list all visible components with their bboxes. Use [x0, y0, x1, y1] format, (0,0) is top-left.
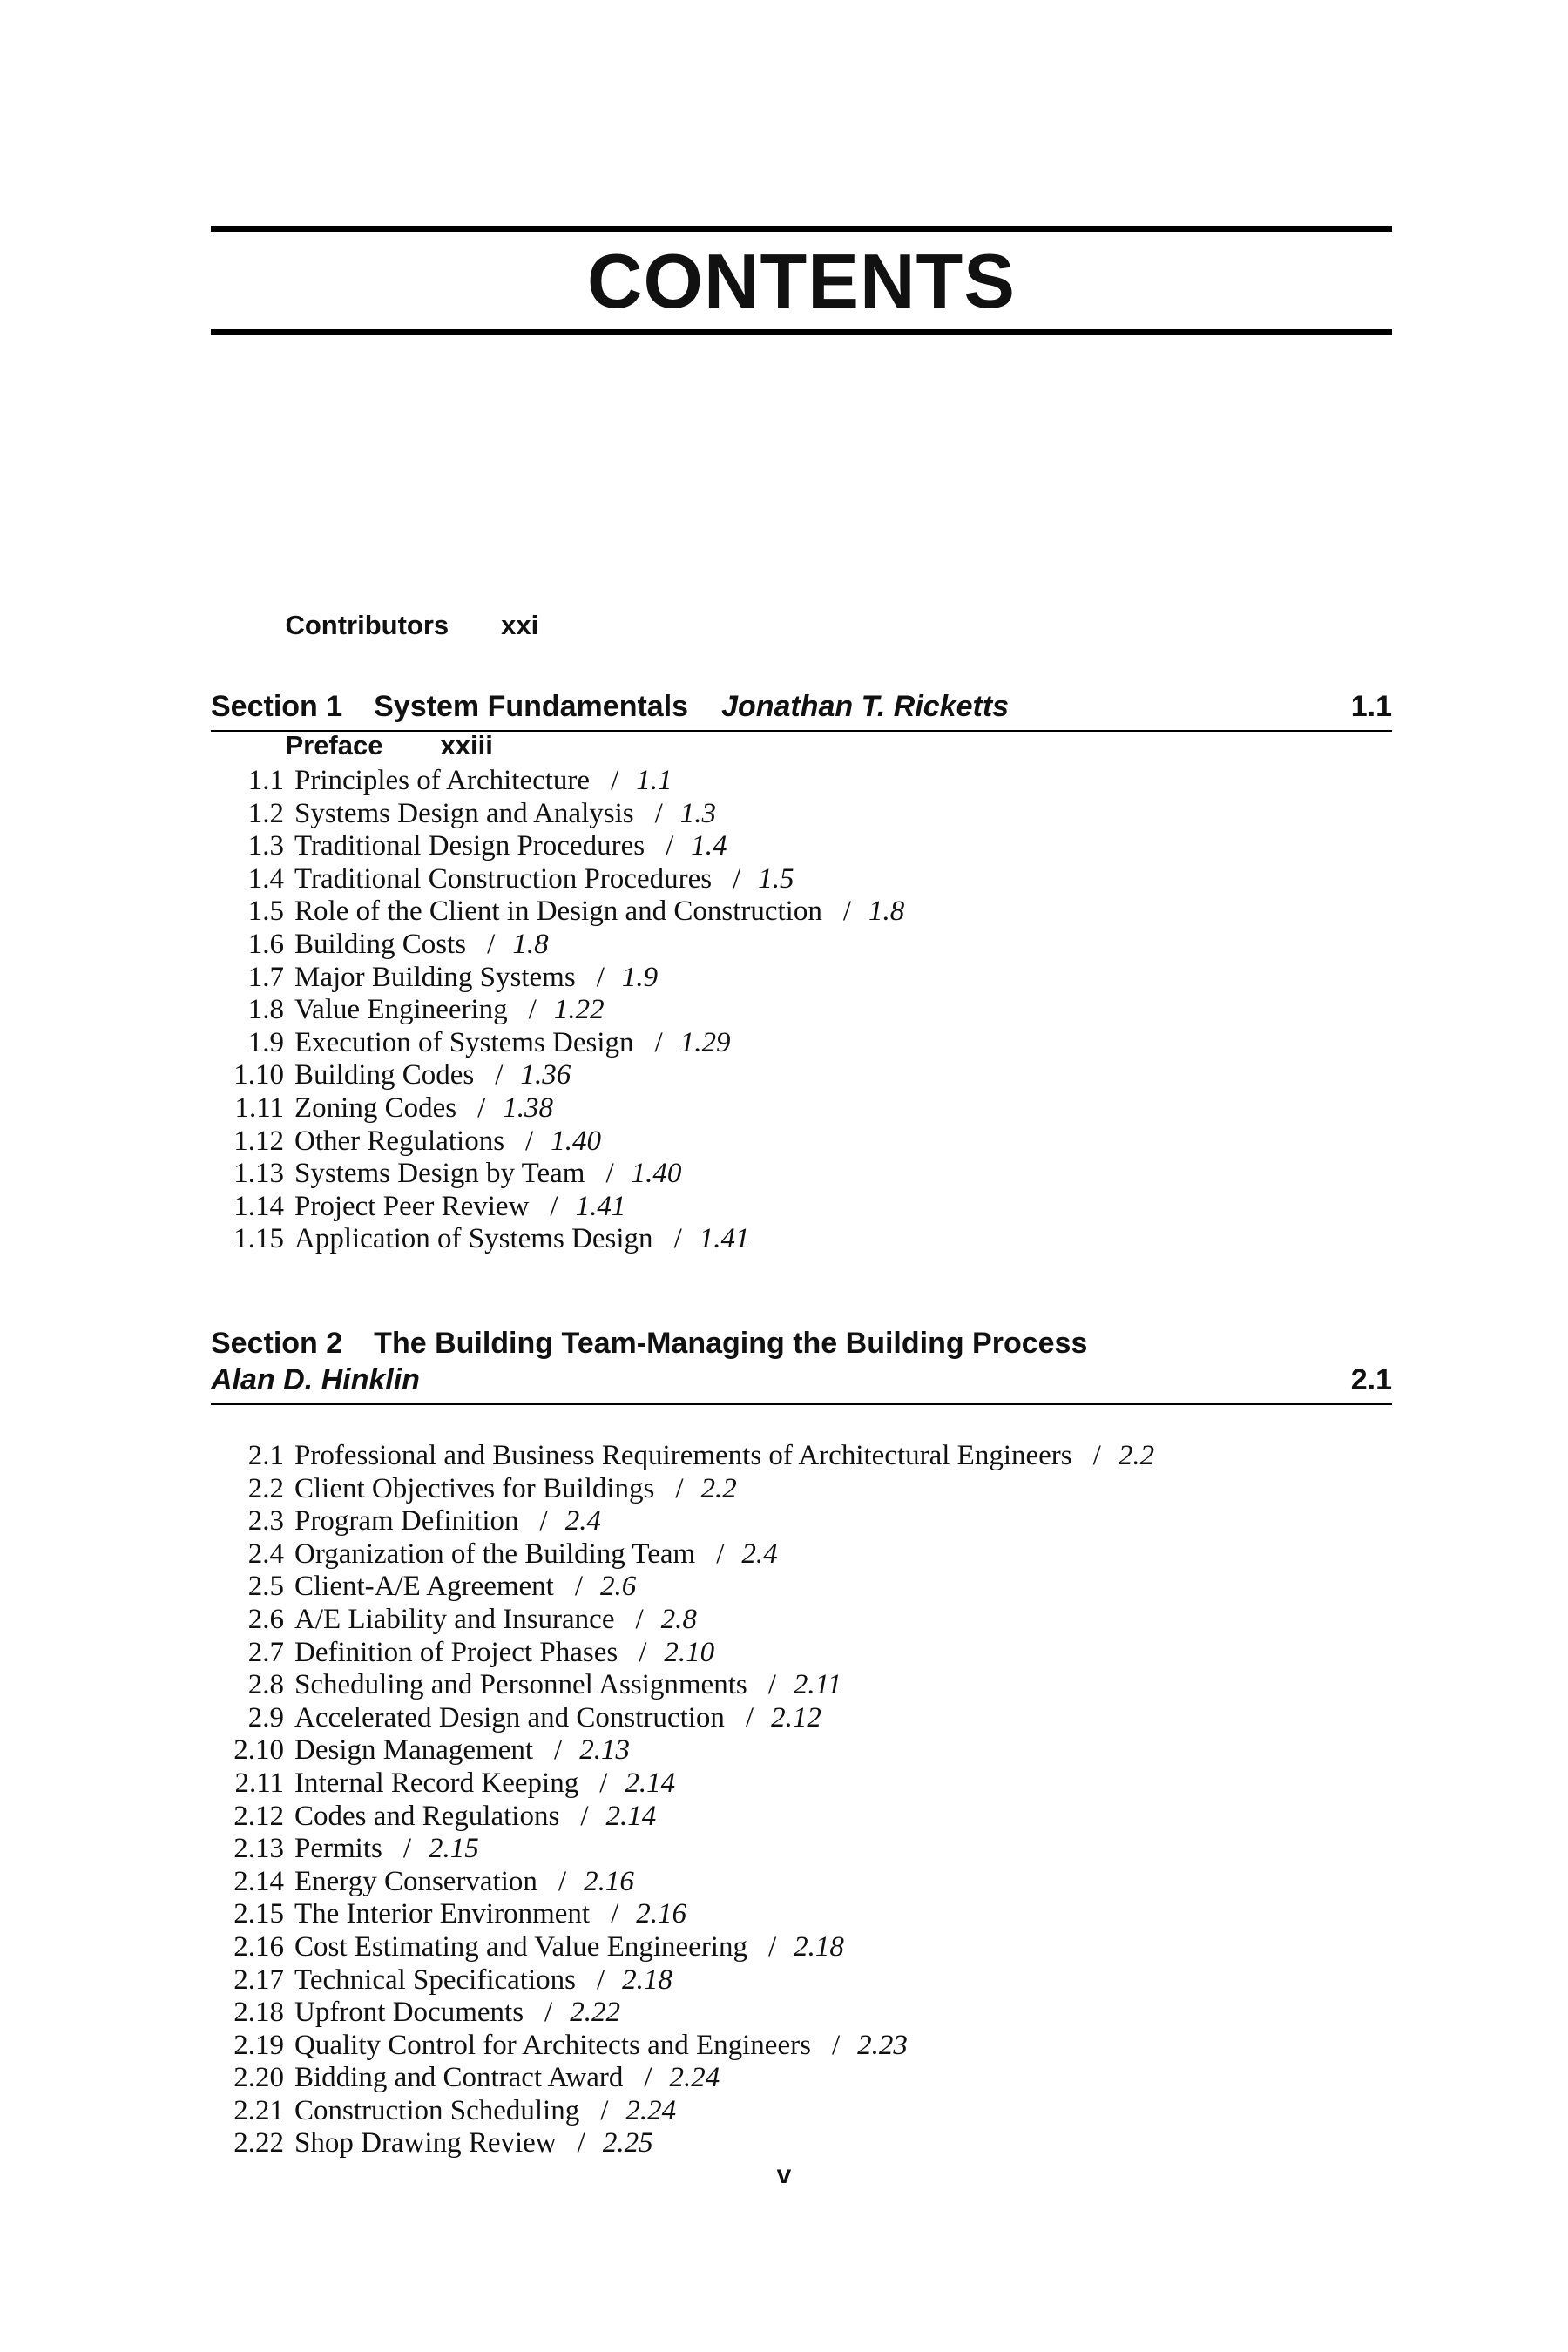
- entry-separator: /: [745, 1701, 754, 1734]
- entry-title: Project Peer Review: [294, 1190, 530, 1222]
- entry-title: Codes and Regulations: [294, 1800, 560, 1832]
- page-title: CONTENTS: [587, 238, 1016, 324]
- entry-separator: /: [525, 1125, 534, 1157]
- entry-page: 2.4: [741, 1538, 778, 1570]
- entry-separator: /: [611, 765, 619, 796]
- entry-title: Systems Design and Analysis: [294, 797, 634, 829]
- entry-title: Zoning Codes: [294, 1092, 457, 1124]
- entry-number: 2.6: [247, 1603, 284, 1635]
- toc-entry[interactable]: [211, 1931, 1154, 1964]
- toc-entry[interactable]: [211, 896, 904, 929]
- entry-number: 1.2: [247, 797, 284, 829]
- front-matter-label: Preface: [285, 730, 383, 760]
- entry-number: 2.1: [247, 1440, 284, 1471]
- entry-separator: /: [842, 896, 852, 928]
- toc-entry[interactable]: [211, 1158, 904, 1191]
- entry-title: Execution of Systems Design: [294, 1026, 634, 1058]
- entry-separator: /: [644, 2062, 652, 2094]
- entry-number: 1.15: [233, 1223, 284, 1255]
- entry-page: 1.8: [868, 896, 905, 928]
- toc-entry[interactable]: [211, 1092, 904, 1125]
- section-1-entries: [211, 765, 904, 1256]
- entry-number: 1.13: [233, 1158, 284, 1190]
- toc-entry[interactable]: [211, 1027, 904, 1060]
- entry-separator: /: [596, 961, 605, 993]
- entry-number: 2.15: [233, 1898, 284, 1930]
- entry-page: 2.12: [771, 1701, 821, 1734]
- front-matter-label: Contributors: [285, 610, 449, 640]
- entry-page: 1.4: [691, 830, 727, 862]
- entry-title: Building Codes: [294, 1059, 475, 1092]
- entry-number: 2.22: [233, 2127, 284, 2159]
- title-rule-top: [211, 226, 1392, 232]
- entry-page: 2.14: [605, 1800, 657, 1832]
- entry-separator: /: [596, 1963, 605, 1996]
- entry-separator: /: [666, 830, 674, 862]
- entry-separator: /: [402, 1833, 412, 1865]
- entry-separator: /: [767, 1930, 777, 1963]
- entry-separator: /: [577, 2127, 585, 2159]
- entry-number: 2.8: [247, 1669, 284, 1701]
- entry-number: 1.7: [247, 961, 284, 993]
- entry-number: 2.10: [233, 1734, 284, 1767]
- entry-separator: /: [599, 1767, 608, 1799]
- toc-entry[interactable]: [211, 1801, 1154, 1834]
- entry-number: 1.5: [247, 896, 284, 928]
- entry-page: 2.6: [600, 1571, 637, 1603]
- entry-title: Technical Specifications: [294, 1963, 576, 1996]
- toc-entry[interactable]: [211, 1833, 1154, 1866]
- entry-title: Shop Drawing Review: [294, 2127, 557, 2159]
- entry-number: 1.1: [247, 765, 284, 796]
- entry-number: 1.8: [247, 994, 284, 1026]
- entry-separator: /: [477, 1092, 486, 1124]
- entry-title: Traditional Design Procedures: [294, 830, 645, 862]
- entry-page: 1.41: [575, 1190, 626, 1222]
- toc-entry[interactable]: [211, 929, 904, 962]
- entry-number: 2.12: [233, 1800, 284, 1832]
- entry-page: 1.38: [503, 1092, 553, 1124]
- entry-number: 1.10: [233, 1059, 284, 1092]
- entry-separator: /: [673, 1223, 682, 1255]
- entry-title: Client Objectives for Buildings: [294, 1472, 655, 1504]
- entry-number: 1.11: [234, 1092, 284, 1124]
- entry-separator: /: [639, 1636, 647, 1668]
- entry-number: 2.21: [233, 2094, 284, 2126]
- toc-entry[interactable]: [211, 1059, 904, 1092]
- entry-page: 1.9: [621, 961, 659, 993]
- toc-entry[interactable]: [211, 1964, 1154, 1997]
- title-rule-bottom: [211, 329, 1392, 335]
- entry-title: Organization of the Building Team: [294, 1538, 696, 1570]
- toc-entry[interactable]: [211, 2127, 1154, 2160]
- entry-separator: /: [495, 1059, 504, 1092]
- toc-entry[interactable]: [211, 2062, 1154, 2095]
- entry-number: 2.7: [247, 1636, 284, 1668]
- entry-page: 2.18: [794, 1930, 844, 1963]
- front-matter-page: xxiii: [440, 730, 493, 760]
- entry-number: 2.13: [233, 1833, 284, 1865]
- entry-page: 1.29: [679, 1026, 731, 1058]
- entry-number: 1.4: [247, 862, 284, 895]
- entry-title: Accelerated Design and Construction: [294, 1701, 725, 1734]
- entry-title: Energy Conservation: [294, 1865, 537, 1897]
- entry-separator: /: [574, 1571, 584, 1603]
- entry-page: 2.14: [625, 1767, 676, 1799]
- entry-separator: /: [654, 797, 663, 829]
- toc-entry[interactable]: [211, 765, 904, 798]
- section-page: 1.1: [1350, 690, 1392, 723]
- entry-separator: /: [767, 1669, 776, 1701]
- toc-entry[interactable]: [211, 1866, 1154, 1899]
- entry-separator: /: [550, 1190, 558, 1222]
- entry-page: 1.22: [553, 994, 605, 1026]
- entry-number: 1.3: [247, 830, 284, 862]
- entry-number: 1.12: [233, 1125, 284, 1157]
- entry-title: Design Management: [294, 1734, 534, 1767]
- entry-title: Building Costs: [294, 928, 467, 960]
- toc-entry[interactable]: [211, 1473, 1154, 1506]
- entry-number: 2.18: [233, 1997, 284, 2029]
- entry-title: Internal Record Keeping: [294, 1767, 579, 1799]
- entry-separator: /: [611, 1898, 619, 1930]
- page-folio: v: [776, 2160, 792, 2189]
- toc-entry[interactable]: [211, 798, 904, 831]
- toc-entry[interactable]: [211, 1669, 1154, 1702]
- entry-number: 2.11: [234, 1767, 284, 1799]
- entry-page: 2.16: [636, 1898, 686, 1930]
- entry-page: 1.41: [699, 1223, 750, 1255]
- toc-entry[interactable]: [211, 830, 904, 863]
- toc-entry[interactable]: [211, 1702, 1154, 1735]
- toc-entry[interactable]: [211, 962, 904, 995]
- entry-number: 2.20: [233, 2062, 284, 2094]
- toc-entry[interactable]: [211, 1734, 1154, 1767]
- entry-separator: /: [1092, 1440, 1101, 1471]
- entry-page: 2.25: [602, 2127, 653, 2159]
- entry-page: 2.10: [664, 1636, 715, 1668]
- section-title: System Fundamentals: [374, 690, 689, 723]
- entry-number: 1.9: [247, 1026, 284, 1058]
- toc-entry[interactable]: [211, 863, 904, 896]
- entry-title: Client-A/E Agreement: [294, 1571, 554, 1603]
- entry-separator: /: [600, 2094, 609, 2126]
- entry-title: A/E Liability and Insurance: [294, 1603, 615, 1635]
- entry-page: 1.1: [636, 765, 672, 796]
- entry-page: 1.5: [758, 862, 794, 895]
- entry-page: 2.2: [700, 1472, 737, 1504]
- entry-separator: /: [544, 1997, 553, 2029]
- entry-separator: /: [605, 1158, 614, 1190]
- entry-title: Systems Design by Team: [294, 1158, 585, 1190]
- entry-page: 2.11: [793, 1669, 842, 1701]
- section-page: 2.1: [1350, 1363, 1392, 1396]
- section-title: The Building Team-Managing the Building Process: [374, 1327, 1088, 1360]
- entry-title: Upfront Documents: [294, 1997, 524, 2029]
- section-1-heading[interactable]: [211, 688, 1392, 732]
- entry-page: 2.24: [669, 2062, 720, 2094]
- section-2-heading[interactable]: [211, 1325, 1392, 1405]
- toc-entry[interactable]: [211, 1637, 1154, 1670]
- entry-page: 2.16: [584, 1865, 634, 1897]
- entry-number: 2.19: [233, 2029, 284, 2061]
- entry-separator: /: [831, 2029, 841, 2061]
- entry-page: 2.22: [570, 1997, 620, 2029]
- entry-title: The Interior Environment: [294, 1898, 591, 1930]
- section-2-entries: [211, 1440, 1154, 2160]
- entry-page: 2.18: [622, 1963, 672, 1996]
- entry-number: 1.6: [247, 928, 284, 960]
- toc-entry[interactable]: [211, 1538, 1154, 1571]
- entry-title: Professional and Business Requirements of Architectural Engineers: [294, 1440, 1072, 1471]
- toc-entry[interactable]: [211, 1223, 904, 1256]
- toc-entry[interactable]: [211, 1767, 1154, 1801]
- entry-page: 2.24: [625, 2094, 677, 2126]
- entry-title: Role of the Client in Design and Construction: [294, 896, 822, 928]
- entry-number: 2.14: [233, 1865, 284, 1897]
- entry-page: 1.40: [631, 1158, 682, 1190]
- entry-title: Construction Scheduling: [294, 2094, 580, 2126]
- toc-entry[interactable]: [211, 1125, 904, 1159]
- entry-title: Traditional Construction Procedures: [294, 862, 713, 895]
- entry-separator: /: [558, 1865, 567, 1897]
- entry-title: Major Building Systems: [294, 961, 576, 993]
- section-number: Section 2: [211, 1327, 343, 1360]
- entry-title: Bidding and Contract Award: [294, 2062, 624, 2094]
- entry-separator: /: [528, 994, 537, 1026]
- entry-title: Principles of Architecture: [294, 765, 591, 796]
- toc-entry[interactable]: [211, 1604, 1154, 1637]
- toc-entry[interactable]: [211, 2095, 1154, 2128]
- entry-separator: /: [716, 1538, 725, 1570]
- entry-number: 2.3: [247, 1505, 284, 1538]
- toc-entry[interactable]: [211, 2030, 1154, 2063]
- entry-title: Scheduling and Personnel Assignments: [294, 1669, 747, 1701]
- entry-page: 2.15: [429, 1833, 479, 1865]
- entry-separator: /: [580, 1800, 589, 1832]
- entry-page: 1.40: [551, 1125, 601, 1157]
- entry-page: 1.8: [512, 928, 549, 960]
- entry-separator: /: [487, 928, 496, 960]
- entry-separator: /: [539, 1505, 548, 1538]
- entry-page: 2.13: [579, 1734, 630, 1767]
- toc-entry[interactable]: [211, 994, 904, 1027]
- entry-title: Permits: [294, 1833, 382, 1865]
- toc-entry[interactable]: [211, 1997, 1154, 2030]
- toc-entry[interactable]: [211, 1191, 904, 1224]
- entry-number: 2.16: [233, 1930, 284, 1963]
- entry-page: 2.2: [1118, 1440, 1155, 1471]
- entry-page: 1.36: [520, 1059, 571, 1092]
- entry-title: Cost Estimating and Value Engineering: [294, 1930, 747, 1963]
- entry-number: 2.5: [247, 1571, 284, 1603]
- toc-entry[interactable]: [211, 1505, 1154, 1538]
- entry-title: Value Engineering: [294, 994, 508, 1026]
- front-matter-page: xxi: [501, 610, 539, 640]
- entry-page: 2.23: [857, 2029, 908, 2061]
- entry-page: 1.3: [679, 797, 717, 829]
- entry-title: Other Regulations: [294, 1125, 505, 1157]
- section-author: Alan D. Hinklin: [211, 1363, 420, 1396]
- entry-title: Program Definition: [294, 1505, 519, 1538]
- toc-entry[interactable]: [211, 1571, 1154, 1604]
- toc-entry[interactable]: [211, 1440, 1154, 1473]
- entry-separator: /: [675, 1472, 684, 1504]
- toc-entry[interactable]: [211, 1898, 1154, 1931]
- entry-separator: /: [654, 1026, 663, 1058]
- entry-title: Application of Systems Design: [294, 1223, 653, 1255]
- entry-page: 2.8: [660, 1603, 697, 1635]
- entry-separator: /: [554, 1734, 563, 1767]
- entry-separator: /: [733, 862, 741, 895]
- entry-title: Quality Control for Architects and Engineers: [294, 2029, 811, 2061]
- entry-number: 2.2: [247, 1472, 284, 1504]
- entry-number: 2.17: [233, 1963, 284, 1996]
- entry-title: Definition of Project Phases: [294, 1636, 618, 1668]
- entry-number: 2.9: [247, 1701, 284, 1734]
- entry-number: 1.14: [233, 1190, 284, 1222]
- entry-number: 2.4: [247, 1538, 284, 1570]
- section-number: Section 1: [211, 690, 343, 723]
- entry-page: 2.4: [564, 1505, 601, 1538]
- front-matter-item[interactable]: [255, 565, 538, 686]
- section-author: Jonathan T. Ricketts: [721, 690, 1010, 723]
- entry-separator: /: [635, 1603, 644, 1635]
